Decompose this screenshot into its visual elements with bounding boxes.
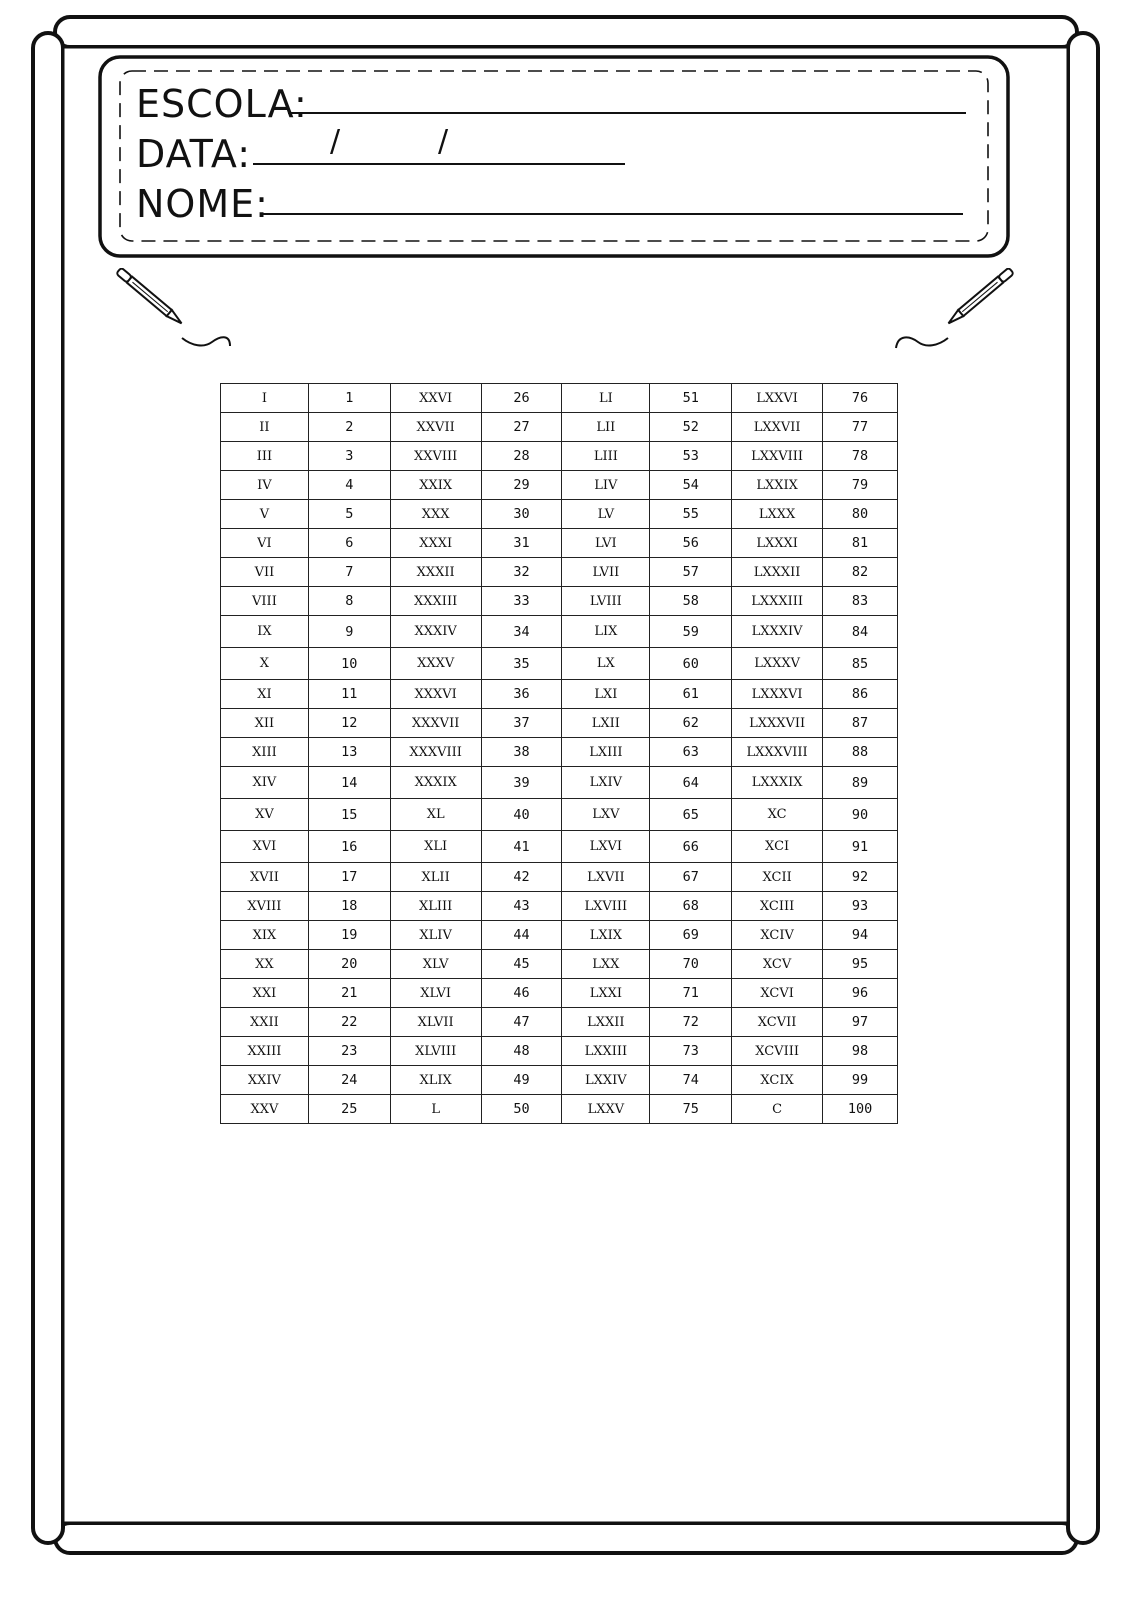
number-cell: 7 [308, 558, 390, 587]
number-cell: 65 [650, 799, 732, 831]
number-cell: 67 [650, 863, 732, 892]
number-cell: 66 [650, 831, 732, 863]
roman-numeral-cell: XLIX [390, 1066, 481, 1095]
number-cell: 29 [481, 471, 562, 500]
roman-numeral-cell: LXXXII [732, 558, 823, 587]
roman-numeral-cell: III [221, 442, 309, 471]
roman-numeral-cell: LIII [562, 442, 650, 471]
number-cell: 72 [650, 1008, 732, 1037]
roman-numeral-cell: LXXIV [562, 1066, 650, 1095]
roman-numeral-cell: XL [390, 799, 481, 831]
table-row [221, 1095, 898, 1124]
roman-numeral-cell: LIX [562, 616, 650, 648]
number-cell: 25 [308, 1095, 390, 1124]
name-field[interactable] [263, 213, 963, 215]
number-cell: 34 [481, 616, 562, 648]
number-cell: 94 [823, 921, 898, 950]
number-cell: 98 [823, 1037, 898, 1066]
roman-numeral-cell: XLI [390, 831, 481, 863]
number-cell: 27 [481, 413, 562, 442]
roman-numeral-cell: LXX [562, 950, 650, 979]
roman-numeral-cell: L [390, 1095, 481, 1124]
number-cell: 51 [650, 384, 732, 413]
roman-numeral-cell: LXXXI [732, 529, 823, 558]
roman-numeral-cell: LXXX [732, 500, 823, 529]
number-cell: 89 [823, 767, 898, 799]
roman-numeral-cell: XXVIII [390, 442, 481, 471]
number-cell: 95 [823, 950, 898, 979]
roman-numeral-cell: LXXI [562, 979, 650, 1008]
number-cell: 64 [650, 767, 732, 799]
roman-numeral-cell: LVIII [562, 587, 650, 616]
number-cell: 41 [481, 831, 562, 863]
roman-numeral-cell: XVII [221, 863, 309, 892]
table-row [221, 1037, 898, 1066]
roman-numeral-cell: XV [221, 799, 309, 831]
number-cell: 78 [823, 442, 898, 471]
roman-numeral-cell: XXV [221, 1095, 309, 1124]
roman-numeral-cell: XI [221, 680, 309, 709]
table-row [221, 529, 898, 558]
roman-numeral-cell: LXV [562, 799, 650, 831]
number-cell: 80 [823, 500, 898, 529]
roman-numeral-cell: LXXXVI [732, 680, 823, 709]
number-cell: 75 [650, 1095, 732, 1124]
number-cell: 3 [308, 442, 390, 471]
number-cell: 16 [308, 831, 390, 863]
number-cell: 76 [823, 384, 898, 413]
number-cell: 20 [308, 950, 390, 979]
roman-numeral-cell: LXXIII [562, 1037, 650, 1066]
roman-numeral-cell: XXVII [390, 413, 481, 442]
number-cell: 19 [308, 921, 390, 950]
roman-numeral-cell: LVII [562, 558, 650, 587]
roman-numeral-cell: XXXIII [390, 587, 481, 616]
roman-numeral-cell: XCIII [732, 892, 823, 921]
roman-numeral-cell: LXIII [562, 738, 650, 767]
number-cell: 40 [481, 799, 562, 831]
roman-numeral-cell: XIV [221, 767, 309, 799]
roman-numeral-cell: LX [562, 648, 650, 680]
name-label: NOME: [136, 182, 269, 226]
roman-numeral-cell: LIV [562, 471, 650, 500]
number-cell: 44 [481, 921, 562, 950]
table-row [221, 709, 898, 738]
number-cell: 57 [650, 558, 732, 587]
roman-numeral-cell: XXXVI [390, 680, 481, 709]
number-cell: 68 [650, 892, 732, 921]
table-row [221, 921, 898, 950]
table-row [221, 738, 898, 767]
number-cell: 37 [481, 709, 562, 738]
number-cell: 10 [308, 648, 390, 680]
roman-numeral-cell: VI [221, 529, 309, 558]
date-label: DATA: [136, 132, 252, 176]
roman-numeral-cell: LVI [562, 529, 650, 558]
table-row [221, 500, 898, 529]
number-cell: 85 [823, 648, 898, 680]
number-cell: 39 [481, 767, 562, 799]
roman-numeral-cell: XIX [221, 921, 309, 950]
school-field[interactable] [288, 112, 966, 114]
number-cell: 52 [650, 413, 732, 442]
number-cell: 42 [481, 863, 562, 892]
number-cell: 13 [308, 738, 390, 767]
number-cell: 74 [650, 1066, 732, 1095]
number-cell: 2 [308, 413, 390, 442]
number-cell: 83 [823, 587, 898, 616]
table-row [221, 979, 898, 1008]
roman-numeral-cell: LXXXIX [732, 767, 823, 799]
roman-numeral-cell: XLV [390, 950, 481, 979]
number-cell: 8 [308, 587, 390, 616]
roman-numeral-cell: XXXIX [390, 767, 481, 799]
roman-numeral-cell: XXII [221, 1008, 309, 1037]
number-cell: 53 [650, 442, 732, 471]
number-cell: 31 [481, 529, 562, 558]
roman-numeral-cell: LXXVIII [732, 442, 823, 471]
roman-numeral-cell: LXXXV [732, 648, 823, 680]
number-cell: 84 [823, 616, 898, 648]
roman-numeral-cell: XLIII [390, 892, 481, 921]
roman-numerals-table [220, 383, 898, 1124]
roman-numeral-cell: XXXVIII [390, 738, 481, 767]
table-row [221, 558, 898, 587]
roman-numeral-cell: LII [562, 413, 650, 442]
roman-numeral-cell: XXVI [390, 384, 481, 413]
number-cell: 33 [481, 587, 562, 616]
roman-numeral-cell: VII [221, 558, 309, 587]
number-cell: 47 [481, 1008, 562, 1037]
number-cell: 49 [481, 1066, 562, 1095]
roman-numeral-cell: XCI [732, 831, 823, 863]
table-row [221, 680, 898, 709]
number-cell: 70 [650, 950, 732, 979]
number-cell: 62 [650, 709, 732, 738]
number-cell: 69 [650, 921, 732, 950]
roman-numeral-cell: LXXVII [732, 413, 823, 442]
number-cell: 4 [308, 471, 390, 500]
roman-numeral-cell: XX [221, 950, 309, 979]
number-cell: 73 [650, 1037, 732, 1066]
number-cell: 15 [308, 799, 390, 831]
roman-numeral-cell: X [221, 648, 309, 680]
table-row [221, 413, 898, 442]
number-cell: 12 [308, 709, 390, 738]
table-row [221, 442, 898, 471]
roman-numeral-cell: XCII [732, 863, 823, 892]
number-cell: 26 [481, 384, 562, 413]
roman-numeral-cell: LXXVI [732, 384, 823, 413]
table-row [221, 471, 898, 500]
roman-numeral-cell: XCVII [732, 1008, 823, 1037]
number-cell: 79 [823, 471, 898, 500]
number-cell: 46 [481, 979, 562, 1008]
number-cell: 88 [823, 738, 898, 767]
number-cell: 48 [481, 1037, 562, 1066]
roman-numeral-cell: XLVIII [390, 1037, 481, 1066]
roman-numeral-cell: XXXV [390, 648, 481, 680]
number-cell: 86 [823, 680, 898, 709]
number-cell: 24 [308, 1066, 390, 1095]
number-cell: 87 [823, 709, 898, 738]
roman-numeral-cell: XII [221, 709, 309, 738]
number-cell: 100 [823, 1095, 898, 1124]
number-cell: 56 [650, 529, 732, 558]
roman-numeral-cell: IX [221, 616, 309, 648]
number-cell: 45 [481, 950, 562, 979]
table-row [221, 799, 898, 831]
roman-numeral-cell: LXIV [562, 767, 650, 799]
table-row [221, 831, 898, 863]
number-cell: 21 [308, 979, 390, 1008]
number-cell: 38 [481, 738, 562, 767]
pencil-icon [888, 268, 1018, 358]
roman-numeral-cell: XLIV [390, 921, 481, 950]
roman-numeral-cell: XCIX [732, 1066, 823, 1095]
roman-numeral-cell: V [221, 500, 309, 529]
number-cell: 54 [650, 471, 732, 500]
roman-numeral-cell: XIII [221, 738, 309, 767]
roman-numeral-cell: LV [562, 500, 650, 529]
roman-numeral-cell: LXVI [562, 831, 650, 863]
date-separator-1: / [330, 124, 342, 159]
roman-numeral-cell: LXI [562, 680, 650, 709]
number-cell: 1 [308, 384, 390, 413]
roman-numeral-cell: XVI [221, 831, 309, 863]
number-cell: 61 [650, 680, 732, 709]
roman-numeral-cell: VIII [221, 587, 309, 616]
roman-numeral-cell: LXXIX [732, 471, 823, 500]
table-row [221, 892, 898, 921]
number-cell: 9 [308, 616, 390, 648]
number-cell: 82 [823, 558, 898, 587]
roman-numeral-cell: C [732, 1095, 823, 1124]
roman-numeral-cell: XLII [390, 863, 481, 892]
number-cell: 59 [650, 616, 732, 648]
roman-numeral-cell: XXIII [221, 1037, 309, 1066]
roman-numeral-cell: LXII [562, 709, 650, 738]
roman-numeral-cell: LXIX [562, 921, 650, 950]
number-cell: 35 [481, 648, 562, 680]
roman-numeral-cell: XXX [390, 500, 481, 529]
number-cell: 22 [308, 1008, 390, 1037]
number-cell: 32 [481, 558, 562, 587]
number-cell: 6 [308, 529, 390, 558]
table-row [221, 767, 898, 799]
roman-numeral-cell: II [221, 413, 309, 442]
number-cell: 55 [650, 500, 732, 529]
number-cell: 63 [650, 738, 732, 767]
roman-numeral-cell: IV [221, 471, 309, 500]
table-row [221, 1008, 898, 1037]
roman-numeral-cell: LXXXIV [732, 616, 823, 648]
roman-numeral-cell: XCV [732, 950, 823, 979]
table-row [221, 950, 898, 979]
number-cell: 91 [823, 831, 898, 863]
number-cell: 58 [650, 587, 732, 616]
roman-numeral-cell: XVIII [221, 892, 309, 921]
roman-numeral-cell: XCVI [732, 979, 823, 1008]
number-cell: 50 [481, 1095, 562, 1124]
number-cell: 18 [308, 892, 390, 921]
date-field[interactable] [253, 163, 625, 165]
roman-numeral-cell: LXXII [562, 1008, 650, 1037]
roman-numeral-cell: LXXXVII [732, 709, 823, 738]
number-cell: 14 [308, 767, 390, 799]
roman-numeral-cell: XXI [221, 979, 309, 1008]
table-row [221, 384, 898, 413]
number-cell: 92 [823, 863, 898, 892]
roman-numeral-cell: XC [732, 799, 823, 831]
number-cell: 11 [308, 680, 390, 709]
roman-numeral-cell: XXXI [390, 529, 481, 558]
number-cell: 17 [308, 863, 390, 892]
number-cell: 90 [823, 799, 898, 831]
number-cell: 81 [823, 529, 898, 558]
date-separator-2: / [438, 124, 450, 159]
number-cell: 97 [823, 1008, 898, 1037]
roman-numeral-cell: XLVI [390, 979, 481, 1008]
roman-numeral-cell: XLVII [390, 1008, 481, 1037]
table-row [221, 1066, 898, 1095]
number-cell: 93 [823, 892, 898, 921]
number-cell: 23 [308, 1037, 390, 1066]
roman-numeral-cell: LXXXVIII [732, 738, 823, 767]
roman-numeral-cell: XXIV [221, 1066, 309, 1095]
roman-numeral-cell: XCIV [732, 921, 823, 950]
number-cell: 28 [481, 442, 562, 471]
roman-numeral-cell: LXVIII [562, 892, 650, 921]
header-box [98, 55, 1010, 258]
number-cell: 43 [481, 892, 562, 921]
table-row [221, 587, 898, 616]
number-cell: 99 [823, 1066, 898, 1095]
roman-numeral-cell: LXVII [562, 863, 650, 892]
roman-numeral-cell: XXXVII [390, 709, 481, 738]
number-cell: 30 [481, 500, 562, 529]
roman-numeral-cell: I [221, 384, 309, 413]
school-label: ESCOLA: [136, 82, 308, 126]
roman-numeral-cell: XXXII [390, 558, 481, 587]
number-cell: 77 [823, 413, 898, 442]
table-row [221, 648, 898, 680]
roman-numeral-cell: LXXV [562, 1095, 650, 1124]
roman-numeral-cell: XCVIII [732, 1037, 823, 1066]
number-cell: 5 [308, 500, 390, 529]
roman-numeral-cell: XXXIV [390, 616, 481, 648]
number-cell: 60 [650, 648, 732, 680]
table-row [221, 863, 898, 892]
number-cell: 71 [650, 979, 732, 1008]
number-cell: 96 [823, 979, 898, 1008]
table-row [221, 616, 898, 648]
number-cell: 36 [481, 680, 562, 709]
roman-numeral-cell: XXIX [390, 471, 481, 500]
roman-numeral-cell: LI [562, 384, 650, 413]
roman-numeral-cell: LXXXIII [732, 587, 823, 616]
pencil-icon [112, 268, 242, 358]
